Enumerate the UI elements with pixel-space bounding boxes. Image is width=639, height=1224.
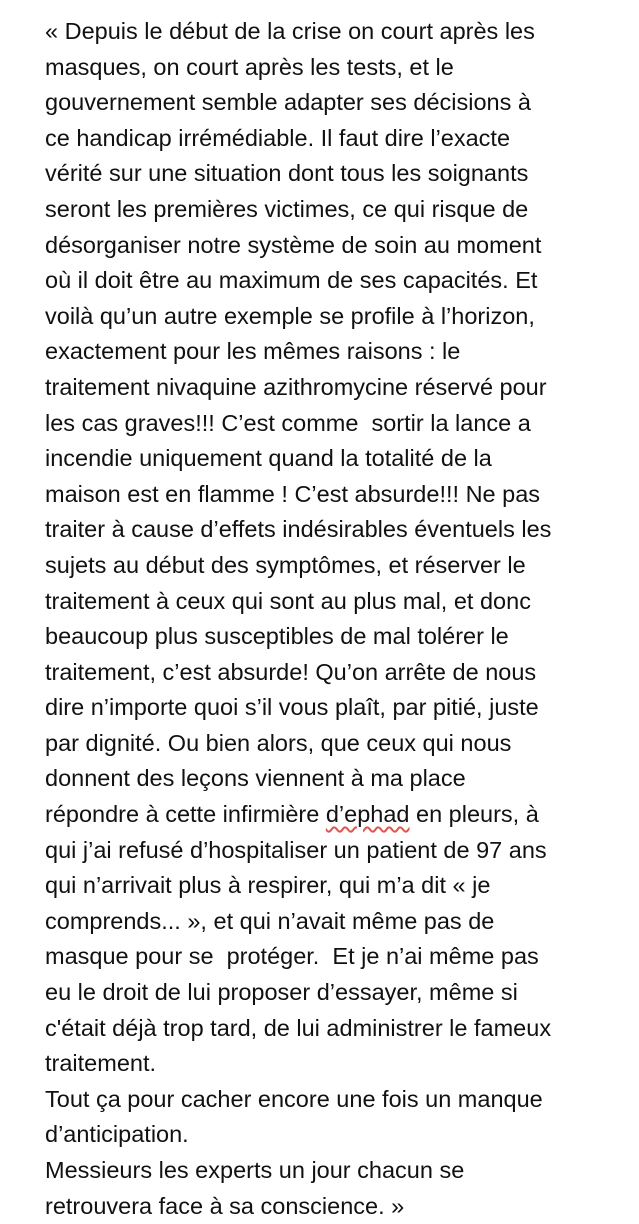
text-line: incendie uniquement quand la totalité de la (45, 445, 492, 472)
text-line: comprends... », et qui n’avait même pas de (45, 907, 495, 934)
text-line: sujets au début des symptômes, et réserver le (45, 551, 526, 578)
text-line: seront les premières victimes, ce qui risque de (45, 195, 529, 222)
text-line: traitement nivaquine azithromycine réservé pour (45, 373, 547, 400)
text-line: beaucoup plus susceptibles de mal tolérer le (45, 623, 509, 650)
text-line: maison est en flamme ! C’est absurde!!! Ne pas (45, 480, 541, 507)
text-line: ce handicap irrémédiable. Il faut dire l’exacte (45, 124, 511, 151)
text-line: voilà qu’un autre exemple se profile à l’horizon, (45, 302, 535, 329)
text-line: retrouvera face à sa conscience. » (45, 1192, 405, 1219)
document-body (45, 14, 635, 1224)
text-line: donnent des leçons viennent à ma place (45, 765, 466, 792)
text-line: d’anticipation. (45, 1121, 189, 1148)
text-line: qui n’arrivait plus à respirer, qui m’a dit « je (45, 872, 491, 899)
text-line: vérité sur une situation dont tous les soignants (45, 160, 529, 187)
text-fragment: répondre à cette infirmière (45, 801, 326, 828)
text-line: gouvernement semble adapter ses décisions à (45, 89, 531, 116)
text-line: traitement, c’est absurde! Qu’on arrête de nous (45, 658, 537, 685)
text-line: « Depuis le début de la crise on court après les (45, 18, 535, 44)
text-line: qui j’ai refusé d’hospitaliser un patient de 97 ans (45, 836, 547, 863)
text-fragment: en pleurs, à (409, 801, 539, 828)
text-line: Tout ça pour cacher encore une fois un manque (45, 1085, 543, 1112)
spellcheck-flagged-word[interactable]: d’ephad (325, 801, 410, 828)
text-line: désorganiser notre système de soin au moment (45, 231, 542, 258)
text-line: eu le droit de lui proposer d’essayer, même si (45, 979, 518, 1006)
text-line: traiter à cause d’effets indésirables éventuels les (45, 516, 552, 543)
text-line: exactement pour les mêmes raisons : le (45, 338, 461, 365)
text-line: où il doit être au maximum de ses capacités. Et (45, 267, 538, 294)
text-line: c'était déjà trop tard, de lui administrer le fameux (45, 1014, 552, 1041)
text-line: dire n’importe quoi s’il vous plaît, par pitié, juste (45, 694, 539, 721)
text-line: par dignité. Ou bien alors, que ceux qui nous (45, 729, 512, 756)
text-line: les cas graves!!! C’est comme sortir la lance a (45, 409, 531, 436)
text-line: traitement. (45, 1050, 157, 1077)
text-line: traitement à ceux qui sont au plus mal, et donc (45, 587, 531, 614)
text-line: Messieurs les experts un jour chacun se (45, 1157, 465, 1183)
text-line-with-spellcheck (45, 797, 635, 833)
text-line: masque pour se protéger. Et je n’ai même pas (45, 943, 539, 970)
text-line: masques, on court après les tests, et le (45, 53, 454, 80)
